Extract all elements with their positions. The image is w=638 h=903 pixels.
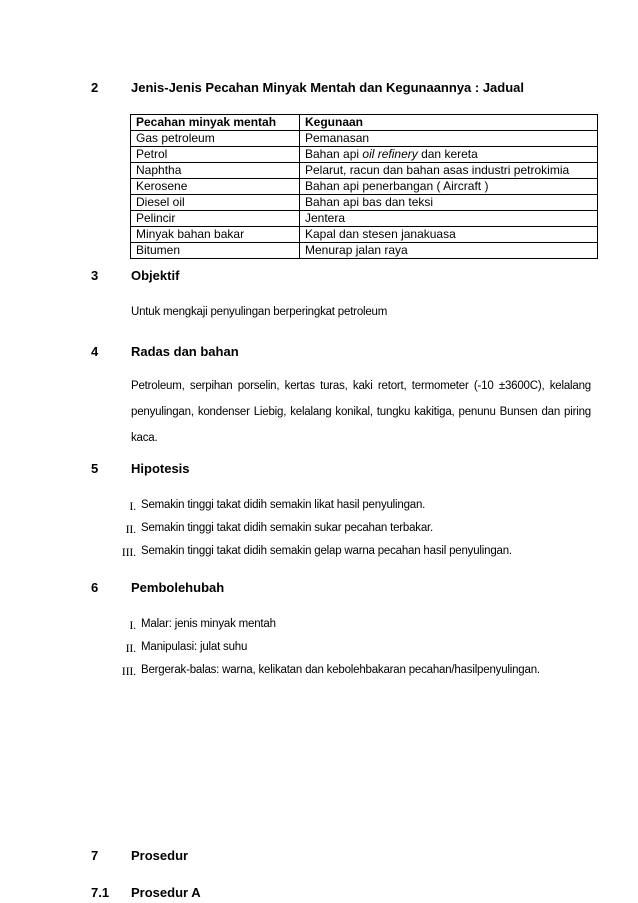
hypothesis-text: Semakin tinggi takat didih semakin sukar pecahan terbakar. — [141, 522, 434, 534]
roman-numeral: I. — [129, 499, 136, 513]
fraction-cell: Kerosene — [131, 179, 300, 195]
roman-numeral: II. — [125, 641, 136, 655]
use-italic-text: oil refinery — [362, 147, 418, 161]
list-item — [0, 641, 638, 664]
variables-list — [0, 618, 638, 687]
list-item — [0, 664, 638, 687]
section-number: 5 — [91, 461, 99, 476]
list-item — [0, 522, 638, 545]
table-header-row — [131, 115, 598, 131]
table-row — [131, 227, 598, 243]
apparatus-text: Petroleum, serpihan porselin, kertas turas, kaki retort, termometer (-10 ±3600C), kelalang penyulingan, kondenser Liebig, kelalang konikal, tungku kakitiga, penunu Bunsen dan piring kaca. — [131, 380, 591, 444]
fraction-cell: Naphtha — [131, 163, 300, 179]
roman-numeral: III. — [121, 545, 136, 559]
objective-text: Untuk mengkaji penyulingan berperingkat petroleum — [131, 306, 388, 318]
fraction-cell: Minyak bahan bakar — [131, 227, 300, 243]
table-row — [131, 147, 598, 163]
use-cell: Bahan api penerbangan ( Aircraft ) — [300, 179, 598, 195]
table-row — [131, 131, 598, 147]
use-text: Bahan api — [305, 147, 363, 161]
section-number: 2 — [91, 80, 99, 95]
use-cell: Bahan api bas dan teksi — [300, 195, 598, 211]
use-text: dan kereta — [417, 147, 478, 161]
hypothesis-text: Semakin tinggi takat didih semakin likat hasil penyulingan. — [141, 499, 426, 511]
fraction-cell: Bitumen — [131, 243, 300, 259]
use-cell: Pelarut, racun dan bahan asas industri petrokimia — [300, 163, 598, 179]
variable-text: Manipulasi: julat suhu — [141, 641, 248, 653]
use-cell: Menurap jalan raya — [300, 243, 598, 259]
fraction-cell: Diesel oil — [131, 195, 300, 211]
variable-text: Malar: jenis minyak mentah — [141, 618, 276, 630]
section-number: 7 — [91, 848, 99, 863]
use-cell — [300, 147, 598, 163]
use-cell: Kapal dan stesen janakuasa — [300, 227, 598, 243]
table-row — [131, 243, 598, 259]
table-row — [131, 179, 598, 195]
list-item — [0, 618, 638, 641]
fractions-table — [130, 114, 598, 259]
variable-text: Bergerak-balas: warna, kelikatan dan kebolehbakaran pecahan/hasilpenyulingan. — [141, 664, 540, 676]
section-number: 3 — [91, 268, 99, 283]
section-title: Hipotesis — [131, 461, 190, 476]
section-title: Jenis-Jenis Pecahan Minyak Mentah dan Kegunaannya : Jadual — [131, 80, 525, 95]
section-title: Pembolehubah — [131, 580, 225, 595]
fraction-cell: Gas petroleum — [131, 131, 300, 147]
section-title: Radas dan bahan — [131, 344, 239, 359]
fraction-cell: Petrol — [131, 147, 300, 163]
table-row — [131, 211, 598, 227]
list-item — [0, 499, 638, 522]
section-number: 7.1 — [91, 885, 110, 900]
section-title: Objektif — [131, 268, 180, 283]
section-title: Prosedur — [131, 848, 189, 863]
hypothesis-list — [0, 499, 638, 568]
table-row — [131, 195, 598, 211]
roman-numeral: II. — [125, 522, 136, 536]
roman-numeral: I. — [129, 618, 136, 632]
hypothesis-text: Semakin tinggi takat didih semakin gelap warna pecahan hasil penyulingan. — [141, 545, 512, 557]
use-cell: Pemanasan — [300, 131, 598, 147]
section-number: 4 — [91, 344, 99, 359]
column-header-fraction: Pecahan minyak mentah — [131, 115, 300, 131]
table-row — [131, 163, 598, 179]
section-number: 6 — [91, 580, 99, 595]
section-title: Prosedur A — [131, 885, 201, 900]
roman-numeral: III. — [121, 664, 136, 678]
use-cell: Jentera — [300, 211, 598, 227]
fraction-cell: Pelincir — [131, 211, 300, 227]
column-header-use: Kegunaan — [300, 115, 598, 131]
list-item — [0, 545, 638, 568]
